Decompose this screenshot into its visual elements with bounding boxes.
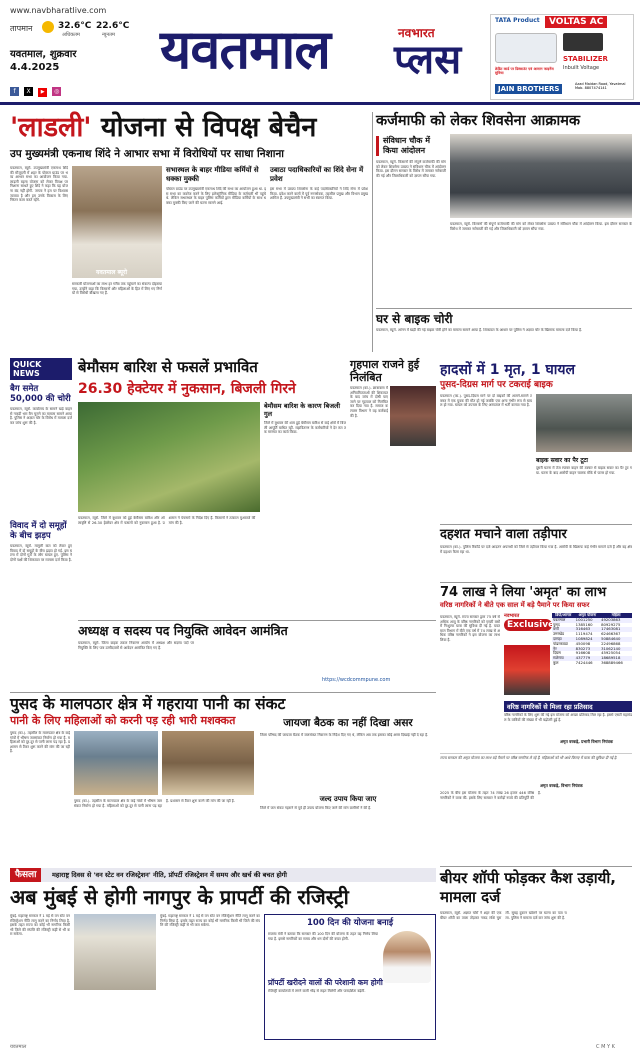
review-subhead: जल्द उपाय किया जाए bbox=[319, 795, 377, 803]
rain-inset-head: बेमौसम बारिश के कारण बिजली गुल bbox=[264, 402, 341, 418]
building-photo bbox=[74, 914, 156, 990]
table-cell: वणी bbox=[553, 626, 559, 632]
table-cell: 22496868 bbox=[601, 640, 621, 646]
temp-max-label: अधिकतम bbox=[62, 32, 80, 38]
lead-headline-text: योजना से विपक्ष बेचैन bbox=[100, 112, 317, 143]
exclusive-brand: नवभारत bbox=[504, 613, 520, 619]
registry-box bbox=[264, 914, 436, 1040]
rain-inset bbox=[264, 402, 346, 512]
minister-photo bbox=[383, 931, 431, 983]
beer-headline: बीयर शॉपी फोड़कर कैश उड़ायी, मामला दर्ज bbox=[440, 869, 616, 906]
table-cell: यवतमाल bbox=[553, 616, 566, 622]
review-sub-body: जिले में जल संकट गहराने से पूर्व ही उपाय योजना किए जाने की मांग ग्रामीणों ने की है. bbox=[260, 806, 372, 810]
amrut-benefit-body: वरिष्ठ नागरिकों के लिए शुरू की गई इस योजना को अच्छा प्रतिसाद मिल रहा है. इससे एसटी महामंडल के यात्रियों की संख्या में भी बढ़ोतरी हुई है. bbox=[504, 713, 632, 722]
table-cell: 368889466 bbox=[601, 659, 623, 665]
quick-item2-head: विवाद में दो समूहों के बीच झड़प bbox=[10, 521, 67, 541]
temp-label: तापमान bbox=[10, 24, 33, 33]
water-body-2: पुसद (का.). तहसील के मालपठार क्षेत्र के कई गांवों में भीषण जलसंकट निर्माण हो गया है. महिलाओं को दूर-दूर से पानी लाना पड़ रहा है. प्रशासन से टैंकर शुरू करने की मांग की जा रही है. bbox=[74, 799, 235, 808]
table-cell: 18689518 bbox=[601, 655, 621, 661]
registry-body-2: मुंबई. महाराष्ट्र सरकार ने 1 मई से वन स्टेट वन रजिस्ट्रेशन नीति लागू करने का निर्णय लिया है. इसके तहत राज्य का कोई भी नागरिक किसी भी जिले की संपत्ति की रजिस्ट्री कहीं से भी करा सकेगा. bbox=[160, 914, 260, 928]
table-row bbox=[552, 661, 632, 666]
lead-quote: 'लाडली' bbox=[10, 112, 92, 143]
sun-icon bbox=[42, 21, 54, 33]
lead-side1-body: पोस्टल ग्राउंड पर उपमुख्यमंत्री एकनाथ शिंदे की सभा का आयोजन हुआ था. इस सभा का कवरेज करने के लिए इलेक्ट्रॉनिक मीडिया के कर्मचारी भी पहुंचे थे. लेकिन सभास्थल के बाहर पुलिस कर्मियों द्वारा मीडिया कर्मियों के साथ धक्का मुक्की किए जाने की घटना सामने आई. bbox=[166, 187, 266, 205]
rain-subhead: 26.30 हेक्टेयर में नुकसान, बिजली गिरने bbox=[78, 381, 296, 397]
accident-subhead: पुसद-दिग्रस मार्ग पर टकराई बाइक bbox=[440, 380, 553, 390]
lead-subhead: उप मुख्यमंत्री एकनाथ शिंदे ने आभार सभा में विरोधियों पर साधा निशाना bbox=[10, 148, 284, 160]
instagram-icon[interactable]: ◎ bbox=[54, 88, 60, 95]
registry-box-sub-body: रजिस्ट्री कार्यालयों में लगने वाली भीड़ से राहत मिलेगी और पारदर्शिता बढ़ेगी. bbox=[268, 989, 366, 993]
stabilizer-image bbox=[563, 33, 603, 51]
ac-unit-image bbox=[495, 33, 557, 63]
rain-story bbox=[78, 358, 346, 616]
theft-headline: घर से बाइक चोरी bbox=[376, 312, 453, 326]
brand-big: प्लस bbox=[394, 37, 462, 83]
water-body: पुसद (का.). तहसील के मालपठार क्षेत्र के कई गांवों में भीषण जलसंकट निर्माण हो गया है. महिलाओं को दूर-दूर से पानी लाना पड़ रहा है. प्रशासन से टैंकर शुरू करने की मांग की जा रही है. bbox=[10, 731, 70, 754]
appoint-site[interactable]: https://wcdcommpune.com bbox=[322, 677, 391, 683]
lead-side1-head: सभास्थल के बाहर मीडिया कर्मियों से धक्का मुक्की bbox=[166, 166, 259, 183]
amrut-body2: 2025 के बीच इस योजना के तहत 74 लाख 26 हजार 446 वरिष्ठ नागरिकों ने यात्रा की. इसके लिए सरकार ने करोड़ों रुपये की प्रतिपूर्ति की है. bbox=[440, 791, 542, 800]
table-cell: पांढरकवडा bbox=[553, 640, 568, 646]
table-header: डिपो/आगार bbox=[555, 612, 572, 617]
x-icon[interactable]: X bbox=[24, 87, 33, 96]
water-subhead: पानी के लिए महिलाओं को करनी पड़ रही भारी मशक्कत bbox=[10, 714, 236, 727]
ad-dealer: JAIN BROTHERS bbox=[495, 84, 562, 94]
lead-side1 bbox=[166, 166, 266, 354]
table-cell: 80929275 bbox=[601, 621, 621, 627]
water-photo bbox=[74, 731, 158, 795]
city-day: यवतमाल, शुक्रवार bbox=[10, 49, 77, 60]
amrut-quote-by2: अमृत वरकड़े, विभाग नियंत्रक bbox=[540, 783, 583, 788]
table-cell: 1001250 bbox=[575, 616, 593, 622]
appoint-story bbox=[78, 620, 436, 688]
lead-side2-head: उबाठा पदाधिकारियों का शिंदे सेना में प्रवेश bbox=[270, 166, 364, 183]
lead-side2-body: इस सभा में उबाठा शिवसेना के कई पदाधिकारियों ने शिंदे सेना में प्रवेश किया. प्रवेश करने वालों में पूर्व नगरसेवक, तहसील प्रमुख और विभाग प्रमुख शामिल हैं. उपमुख्यमंत्री ने सभी का स्वागत किया. bbox=[270, 187, 368, 201]
table-cell: 437779 bbox=[575, 655, 591, 661]
table-cell: 50884640 bbox=[601, 635, 621, 641]
table-cell: राळेगाव bbox=[553, 655, 564, 661]
table-cell: दिग्रस bbox=[553, 650, 561, 656]
quick-news-label: QUICK NEWS bbox=[10, 358, 72, 380]
beer-story bbox=[440, 866, 632, 1042]
amrut-table bbox=[552, 613, 632, 666]
accident-story bbox=[440, 362, 632, 522]
amrut-story bbox=[440, 582, 632, 864]
table-cell: 450098 bbox=[575, 640, 591, 646]
table-cell: 45925054 bbox=[601, 650, 621, 656]
table-cell: उमरखेड bbox=[553, 631, 565, 637]
rain-body: यवतमाल, ब्यूरो. जिले में बुधवार को हुई बेमौसम बारिश और ओलावृष्टि से 26.30 हेक्टेयर क्षेत्र में फसलों को नुकसान हुआ है. प्रशासन ने पंचनामे के निर्देश दिए हैं. किसानों ने तत्काल मुआवजे की मांग की है. bbox=[78, 516, 256, 525]
shivsena-body-2: यवतमाल, ब्यूरो. किसानों की संपूर्ण कर्जमाफी की मांग को लेकर शिवसेना उबाठा ने संविधान चौक में आंदोलन किया. इस दौरान सरकार के विरोध में जमकर नारेबाजी की गई और जिलाधिकारी को ज्ञापन सौंपा गया. bbox=[450, 222, 632, 231]
youtube-icon[interactable]: ▶ bbox=[38, 88, 47, 97]
lead-story bbox=[10, 112, 368, 357]
amrut-headline: 74 लाख ने लिया 'अमृत' का लाभ bbox=[440, 585, 607, 600]
mob-headline: दहशत मचाने वाला तड़ीपार bbox=[440, 527, 567, 542]
temp-max: 32.6°C bbox=[58, 21, 92, 31]
theft-story bbox=[376, 308, 632, 360]
accident-body: यवतमाल (का.). पुसद-दिग्रस मार्ग पर दो बाइकों की आमने-सामने टक्कर में एक युवक की मौत हो गई जबकि एक अन्य गंभीर रूप से घायल हो गया. घायल को उपचार के लिए अस्पताल में भर्ती कराया गया है. bbox=[440, 394, 532, 408]
guard-body: यवतमाल (का.). छात्रावास में अनियमितताओं की शिकायत के बाद जांच में दोषी पाए जाने पर गृहपाल को निलंबित कर दिया गया है. समाज कल्याण विभाग ने यह कार्रवाई की है. bbox=[350, 386, 388, 418]
social-icons bbox=[10, 78, 61, 97]
amrut-subhead: वरिष्ठ नागरिकों ने बीते एक साल में बड़े पैमाने पर किया सफर bbox=[440, 601, 590, 609]
mob-story bbox=[440, 524, 632, 580]
ad-offer: क्रेडिट कार्ड पर डिस्काउंट एवं आसान फाइनेंस सुविधा bbox=[495, 67, 554, 76]
table-cell: नेर bbox=[553, 645, 557, 651]
registry-box-body: राजस्व मंत्री ने बताया कि सरकार की 100 दिन की योजना के तहत यह निर्णय लिया गया है. इससे नागरिकों का समय और धन दोनों की बचत होगी. bbox=[268, 932, 378, 941]
table-cell: 62466367 bbox=[601, 631, 621, 637]
appoint-headline: अध्यक्ष व सदस्य पद नियुक्ति आवेदन आमंत्रित bbox=[78, 623, 288, 638]
issue-date: 4.4.2025 bbox=[10, 62, 60, 73]
table-cell: 316463 bbox=[575, 626, 591, 632]
shivsena-headline: कर्जमाफी को लेकर शिवसेना आक्रामक bbox=[376, 113, 581, 129]
table-cell: पुसद bbox=[553, 621, 560, 627]
temp-min: 22.6°C bbox=[96, 21, 130, 31]
weather-block bbox=[10, 20, 130, 42]
shivsena-story bbox=[376, 112, 632, 306]
bus-photo bbox=[504, 645, 550, 695]
table-cell: 916608 bbox=[575, 650, 591, 656]
amrut-body: यवतमाल, ब्यूरो. राज्य सरकार द्वारा 75 वर्ष से अधिक आयु के वरिष्ठ नागरिकों को एसटी बसों में निःशुल्क यात्रा की सुविधा दी गई है. यवतमाल विभाग में बीते एक वर्ष में 74 लाख से अधिक वरिष्ठ नागरिकों ने इस योजना का लाभ लिया है. bbox=[440, 615, 500, 642]
table-header: महिला bbox=[611, 612, 621, 617]
accident-caption1: बाइक सवार का पैर टूटा bbox=[536, 457, 588, 464]
rain-headline: बेमौसम बारिश से फसलें प्रभावित bbox=[78, 358, 258, 376]
ad-inbuilt: Inbuilt Voltage bbox=[563, 65, 600, 71]
rain-inset-body: जिले में बुधवार की शाम हुई बेमौसम बारिश से कई क्षेत्रों में बिजली आपूर्ति बाधित रही. महावितरण के कर्मचारियों ने देर रात तक मरम्मत का कार्य किया. bbox=[264, 421, 346, 435]
water-headline: पुसद के मालपठार क्षेत्र में गहराया पानी का संकट bbox=[10, 695, 286, 713]
accident-headline: हादसों में 1 मृत, 1 घायल bbox=[440, 362, 575, 378]
facebook-icon[interactable]: f bbox=[10, 87, 19, 96]
shivsena-subhead: संविधान चौक में किया आंदोलन bbox=[376, 136, 446, 156]
appoint-body: यवतमाल, ब्यूरो. जिला ग्राहक तक्रार निवारण आयोग में अध्यक्ष और सदस्य पदों पर नियुक्ति के लिए पात्र उम्मीदवारों से आवेदन आमंत्रित किए गए हैं. bbox=[78, 641, 194, 650]
guard-story bbox=[350, 358, 436, 518]
exclusive-label: Exclusive bbox=[504, 619, 552, 631]
registry-box-head: 100 दिन की योजना बनाई bbox=[306, 918, 394, 928]
accident-photo bbox=[536, 394, 632, 452]
lead-side2 bbox=[270, 166, 368, 354]
lead-headline bbox=[10, 112, 316, 144]
registry-body: मुंबई. महाराष्ट्र सरकार ने 1 मई से वन स्टेट वन रजिस्ट्रेशन नीति लागू करने का निर्णय लिया है. इसके तहत राज्य का कोई भी नागरिक किसी भी जिले की संपत्ति की रजिस्ट्री कहीं से भी करा सकेगा. bbox=[10, 914, 70, 937]
lead-body-col2: सरकारी योजनाओं का लाभ हर गरीब तक पहुंचाने का संकल्प दोहराया गया. उन्होंने कहा कि किसानों और महिलाओं के हित में लिए गए निर्णयों से विरोधी बौखला गए हैं. bbox=[72, 282, 162, 296]
table-cell: 17463081 bbox=[601, 626, 621, 632]
registry-box-sub: प्रॉपर्टी खरीदने वालों की परेशानी कम होगी bbox=[268, 978, 383, 987]
table-cell: 49203863 bbox=[601, 616, 621, 622]
exclusive-badge bbox=[504, 613, 555, 641]
amrut-quote: राज्य सरकार की अमृत योजना का लाभ बड़े पैमाने पर वरिष्ठ नागरिक ले रहे हैं. महिलाओं को भी आधे किराए में यात्रा की सुविधा दी गई है. bbox=[440, 753, 632, 781]
table-cell: 7424446 bbox=[575, 659, 593, 665]
paper-title: यवतमाल bbox=[160, 18, 331, 81]
guard-headline: गृहपाल राजने हुई निलंबित bbox=[350, 358, 420, 384]
brand-small: नवभारत bbox=[398, 26, 435, 40]
table-cell: कुल bbox=[553, 659, 559, 665]
water-photo-2 bbox=[162, 731, 254, 795]
ad-address: Azad Maidan Road, Yavatmal Mob. 8807474141 bbox=[575, 82, 626, 91]
registry-story bbox=[10, 884, 436, 1044]
table-cell: 1385160 bbox=[575, 621, 593, 627]
review-headline: जायजा बैठक का नहीं दिखा असर bbox=[283, 717, 413, 729]
beer-body: यवतमाल, ब्यूरो. अज्ञात चोरों ने शहर की एक बीयर शॉपी का ताला तोड़कर नकद राशि चुरा ली. सुबह दुकान खोलने पर घटना का पता चला. पुलिस ने मामला दर्ज कर जांच शुरू की है. bbox=[440, 911, 567, 920]
review-body: जिला परिषद की जायजा बैठक में जलसंकट निवारण के निर्देश दिए गए थे, लेकिन अब तक इसका कोई असर दिखाई नहीं दे रहा है. bbox=[260, 733, 429, 737]
table-cell: 31062140 bbox=[601, 645, 621, 651]
ad-stabilizer: STABILIZER bbox=[563, 55, 608, 63]
decision-label: फैसला bbox=[10, 868, 41, 882]
decision-bar bbox=[10, 868, 436, 882]
table-cell: 830273 bbox=[575, 645, 591, 651]
lead-body-col1: यवतमाल, ब्यूरो. उपमुख्यमंत्री एकनाथ शिंदे की मौजूदगी में शहर के पोस्टल ग्राउंड पर भव्य आभार सभा का आयोजन किया गया. लाड़ली बहना योजना को लेकर विपक्ष पर निशाना साधते हुए शिंदे ने कहा कि यह योजना बंद नहीं होगी. जनता ने हम पर विश्वास जताया है और हम उनके विकास के लिए निरंतर काम करते रहेंगे. bbox=[10, 166, 68, 203]
amrut-benefit: वरिष्ठ नागरिकों से मिला रहा प्रतिसाद bbox=[504, 701, 632, 712]
table-cell: 1119474 bbox=[575, 631, 593, 637]
registry-headline: अब मुंबई से होगी नागपुर के प्रापर्टी की रजिस्ट्री bbox=[10, 885, 349, 909]
guard-photo bbox=[390, 386, 436, 446]
quick-news bbox=[10, 358, 72, 618]
amrut-table-body bbox=[552, 618, 632, 666]
review-box bbox=[260, 717, 436, 865]
water-story bbox=[10, 692, 436, 866]
table-header: अमृत योजना bbox=[578, 612, 597, 617]
lead-photo-caption: यवतमाल ब्यूरो bbox=[96, 269, 128, 276]
quick-item1-head: बैग समेत 50,000 की चोरी bbox=[10, 384, 71, 404]
temp-min-label: न्यूनतम bbox=[102, 32, 115, 38]
footer-edition: यवतमाल bbox=[10, 1044, 27, 1050]
site-url[interactable]: www.navbharatlive.com bbox=[10, 6, 107, 15]
shivsena-body: यवतमाल, ब्यूरो. किसानों की संपूर्ण कर्जमाफी की मांग को लेकर शिवसेना उबाठा ने संविधान चौक में आंदोलन किया. इस दौरान सरकार के विरोध में जमकर नारेबाजी की गई और जिलाधिकारी को ज्ञापन सौंपा गया. bbox=[376, 160, 446, 178]
quick-item1-body: यवतमाल, ब्यूरो. कार्यालय के सामने खड़े वाहन से नकदी भरा बैग चुराने का मामला सामने आया है. पुलिस ने अज्ञात चोर के विरोध में मामला दर्ज कर जांच शुरू की है. bbox=[10, 407, 72, 425]
accident-body2: दूसरी घटना में तेज रफ्तार वाहन की टक्कर से बाइक सवार का पैर टूट गया. घटना के बाद आरोपी वाहन चालक मौके से फरार हो गया. bbox=[536, 466, 632, 475]
divider-lead bbox=[372, 112, 373, 352]
ad-brand: TATA Product bbox=[495, 17, 540, 24]
voltas-ad[interactable] bbox=[490, 14, 634, 100]
footer-printer: C M Y K bbox=[596, 1044, 615, 1050]
masthead-rule bbox=[0, 102, 640, 105]
shivsena-photo bbox=[450, 134, 632, 218]
lead-photo bbox=[72, 166, 162, 278]
quick-item2-body: यवतमाल, ब्यूरो. मामूली बात को लेकर हुए विवाद में दो समूहों के बीच झड़प हो गई. इस घटना में दोनों गुटों के लोग घायल हुए. पुलिस ने दोनों पक्षों की शिकायत पर मामला दर्ज किया है. bbox=[10, 544, 72, 562]
ad-product: VOLTAS AC bbox=[545, 16, 607, 28]
decision-text: महाराष्ट्र दिवस से 'वन स्टेट वन रजिस्ट्रेशन' नीति, प्रॉपर्टी रजिस्ट्रेशन में समय और खर्च की बचत होगी bbox=[52, 871, 287, 879]
amrut-quote-by: अमृत वरकड़े, प्रभारी विभाग नियंत्रक bbox=[560, 739, 613, 744]
crop-photo bbox=[78, 402, 260, 512]
table-cell: 1089824 bbox=[575, 635, 593, 641]
table-cell: दारव्हा bbox=[553, 635, 562, 641]
mob-body: यवतमाल (का.). पुलिस रिकॉर्ड पर दर्ज आदतन अपराधी को जिले से तड़ीपार किया गया है. आरोपी के खिलाफ कई गंभीर मामले दर्ज हैं और वह क्षेत्र में दहशत फैला रहा था. bbox=[440, 545, 632, 554]
theft-body: यवतमाल, ब्यूरो. आंगन में खड़ी की गई बाइक चोरी होने का मामला सामने आया है. शिकायत के आधार पर पुलिस ने अज्ञात चोर के खिलाफ मामला दर्ज किया है. bbox=[376, 328, 583, 332]
